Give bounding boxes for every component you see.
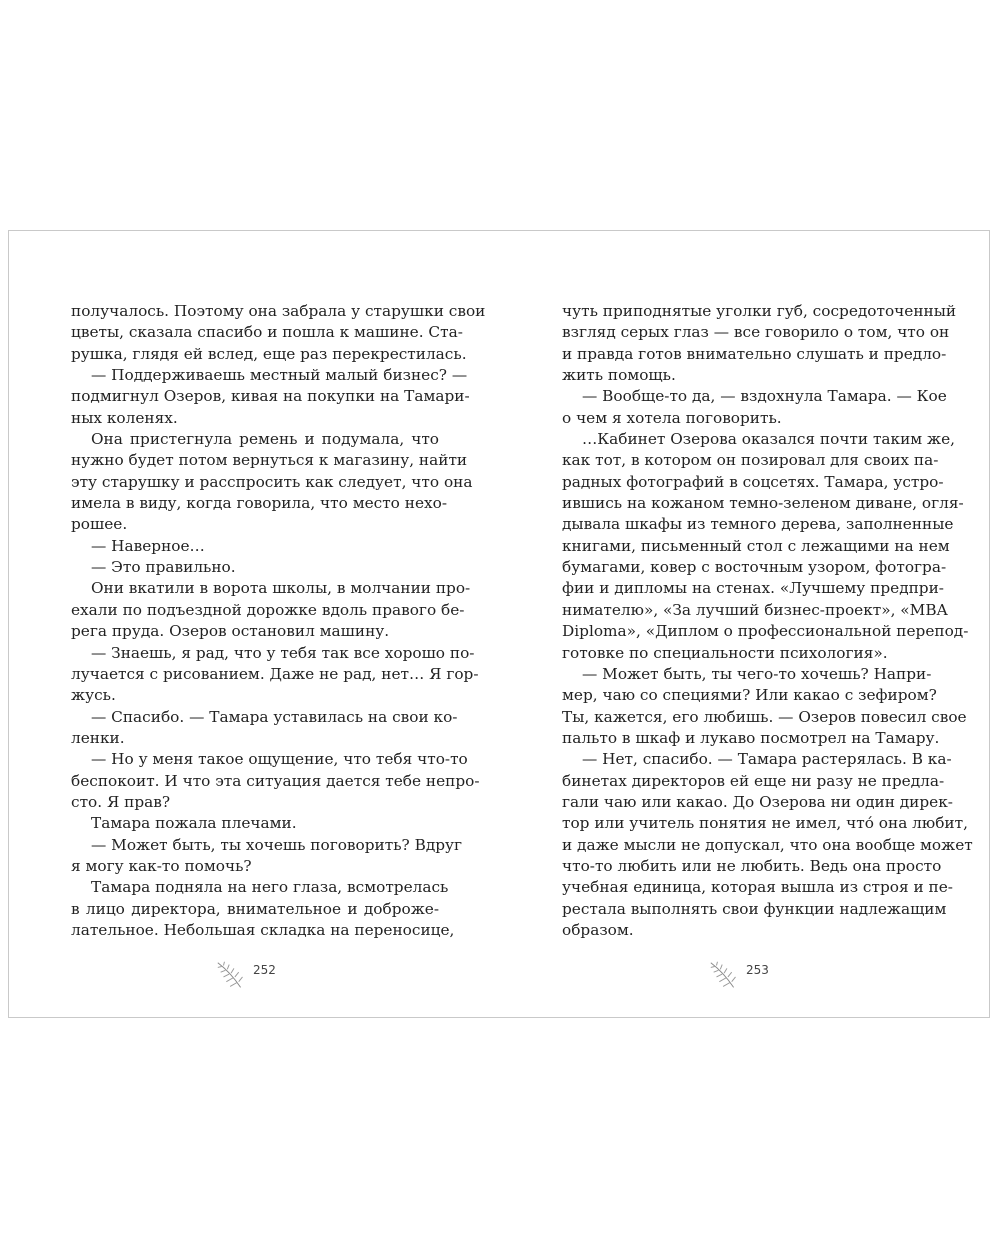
text-line: лательное. Небольшая складка на переносице, bbox=[71, 920, 455, 939]
text-line: сто. Я прав? bbox=[71, 792, 171, 811]
feather-icon bbox=[707, 958, 745, 994]
text-line: ехали по подъездной дорожке вдоль правого бе- bbox=[71, 600, 465, 619]
text-line: дывала шкафы из темного дерева, заполненные bbox=[562, 515, 954, 534]
text-line: ленки. bbox=[71, 728, 125, 747]
text-line: Тамара подняла на него глаза, всмотрелась bbox=[91, 878, 449, 897]
text-line: ных коленях. bbox=[71, 408, 178, 427]
text-line: тор или учитель понятия не имел, что́ она любит, bbox=[562, 814, 968, 833]
text-line: лучается с рисованием. Даже не рад, нет… Я гор- bbox=[71, 664, 479, 683]
page-number-right: 253 bbox=[746, 963, 769, 977]
text-line: и правда готов внимательно слушать и предло- bbox=[562, 344, 947, 363]
text-line: — Знаешь, я рад, что у тебя так все хорошо по- bbox=[91, 643, 475, 662]
right-page bbox=[562, 301, 973, 941]
text-line: фии и дипломы на стенах. «Лучшему предпри- bbox=[562, 579, 944, 598]
text-line: бумагами, ковер с восточным узором, фотогра- bbox=[562, 558, 947, 577]
text-line: учебная единица, которая вышла из строя и пе- bbox=[562, 878, 953, 897]
text-line: — Может быть, ты чего-то хочешь? Напри- bbox=[582, 664, 932, 683]
text-line: беспокоит. И что эта ситуация дается тебе непро- bbox=[71, 771, 480, 790]
text-line: — Нет, спасибо. — Тамара растерялась. В ка- bbox=[582, 750, 952, 769]
text-line: бинетах директоров ей еще ни разу не предла- bbox=[562, 771, 945, 790]
text-line: подмигнул Озеров, кивая на покупки на Тамари- bbox=[71, 387, 470, 406]
text-line: — Поддерживаешь местный малый бизнес? — bbox=[91, 366, 468, 385]
text-line: Ты, кажется, его любишь. — Озеров повесил свое bbox=[562, 707, 967, 726]
text-line: что-то любить или не любить. Ведь она просто bbox=[562, 856, 942, 875]
text-line: имела в виду, когда говорила, что место нехо- bbox=[71, 494, 448, 513]
text-line: взгляд серых глаз — все говорило о том, что он bbox=[562, 323, 950, 342]
book-spread bbox=[8, 230, 990, 1018]
text-line: Она пристегнула ремень и подумала, что bbox=[91, 430, 439, 449]
text-line: получалось. Поэтому она забрала у старушки свои bbox=[71, 302, 486, 320]
text-line: эту старушку и расспросить как следует, что она bbox=[71, 472, 473, 491]
text-line: — Это правильно. bbox=[91, 558, 236, 577]
text-line: гали чаю или какао. До Озерова ни один дирек- bbox=[562, 792, 953, 811]
text-line: образом. bbox=[562, 920, 634, 939]
text-line: о чем я хотела поговорить. bbox=[562, 408, 782, 427]
text-line: рушка, глядя ей вслед, еще раз перекрестилась. bbox=[71, 344, 467, 363]
text-line: Они вкатили в ворота школы, в молчании про- bbox=[91, 579, 471, 598]
text-line: нимателю», «За лучший бизнес-проект», «MBA bbox=[562, 600, 948, 619]
text-line: я могу как-то помочь? bbox=[71, 856, 252, 875]
text-line: готовке по специальности психология». bbox=[562, 643, 888, 662]
text-line: как тот, в котором он позировал для своих па- bbox=[562, 451, 939, 470]
text-line: рега пруда. Озеров остановил машину. bbox=[71, 622, 390, 641]
text-line: чуть приподнятые уголки губ, сосредоточенный bbox=[562, 302, 957, 320]
feather-icon bbox=[214, 958, 252, 994]
text-line: Diploma», «Диплом о профессиональной перепод- bbox=[562, 622, 969, 641]
text-line: мер, чаю со специями? Или какао с зефиром? bbox=[562, 686, 937, 705]
left-page bbox=[71, 301, 486, 941]
left-page-footer bbox=[214, 958, 276, 998]
right-page-footer bbox=[707, 958, 769, 998]
text-line: радных фотографий в соцсетях. Тамара, устро- bbox=[562, 472, 944, 491]
text-line: — Наверное… bbox=[91, 536, 205, 555]
text-line: рестала выполнять свои функции надлежащим bbox=[562, 899, 947, 918]
text-line: — Но у меня такое ощущение, что тебя что-то bbox=[91, 750, 468, 769]
text-line: книгами, письменный стол с лежащими на нем bbox=[562, 536, 950, 555]
text-line: …Кабинет Озерова оказался почти таким же, bbox=[582, 430, 956, 449]
text-line: рошее. bbox=[71, 515, 128, 534]
text-line: — Спасибо. — Тамара уставилась на свои ко- bbox=[91, 707, 458, 726]
text-line: жить помощь. bbox=[562, 366, 676, 385]
text-line: нужно будет потом вернуться к магазину, найти bbox=[71, 451, 468, 470]
text-line: и даже мысли не допускал, что она вообще может bbox=[562, 835, 973, 854]
text-line: цветы, сказала спасибо и пошла к машине. Ста- bbox=[71, 323, 463, 342]
text-line: пальто в шкаф и лукаво посмотрел на Тамару. bbox=[562, 728, 940, 747]
text-line: жусь. bbox=[71, 686, 116, 705]
text-line: Тамара пожала плечами. bbox=[91, 814, 297, 833]
text-line: — Вообще-то да, — вздохнула Тамара. — Кое bbox=[582, 387, 947, 406]
text-line: ившись на кожаном темно-зеленом диване, огля- bbox=[562, 494, 964, 513]
text-line: — Может быть, ты хочешь поговорить? Вдруг bbox=[91, 835, 463, 854]
page-number-left: 252 bbox=[253, 963, 276, 977]
text-line: в лицо директора, внимательное и доброже- bbox=[71, 899, 439, 918]
